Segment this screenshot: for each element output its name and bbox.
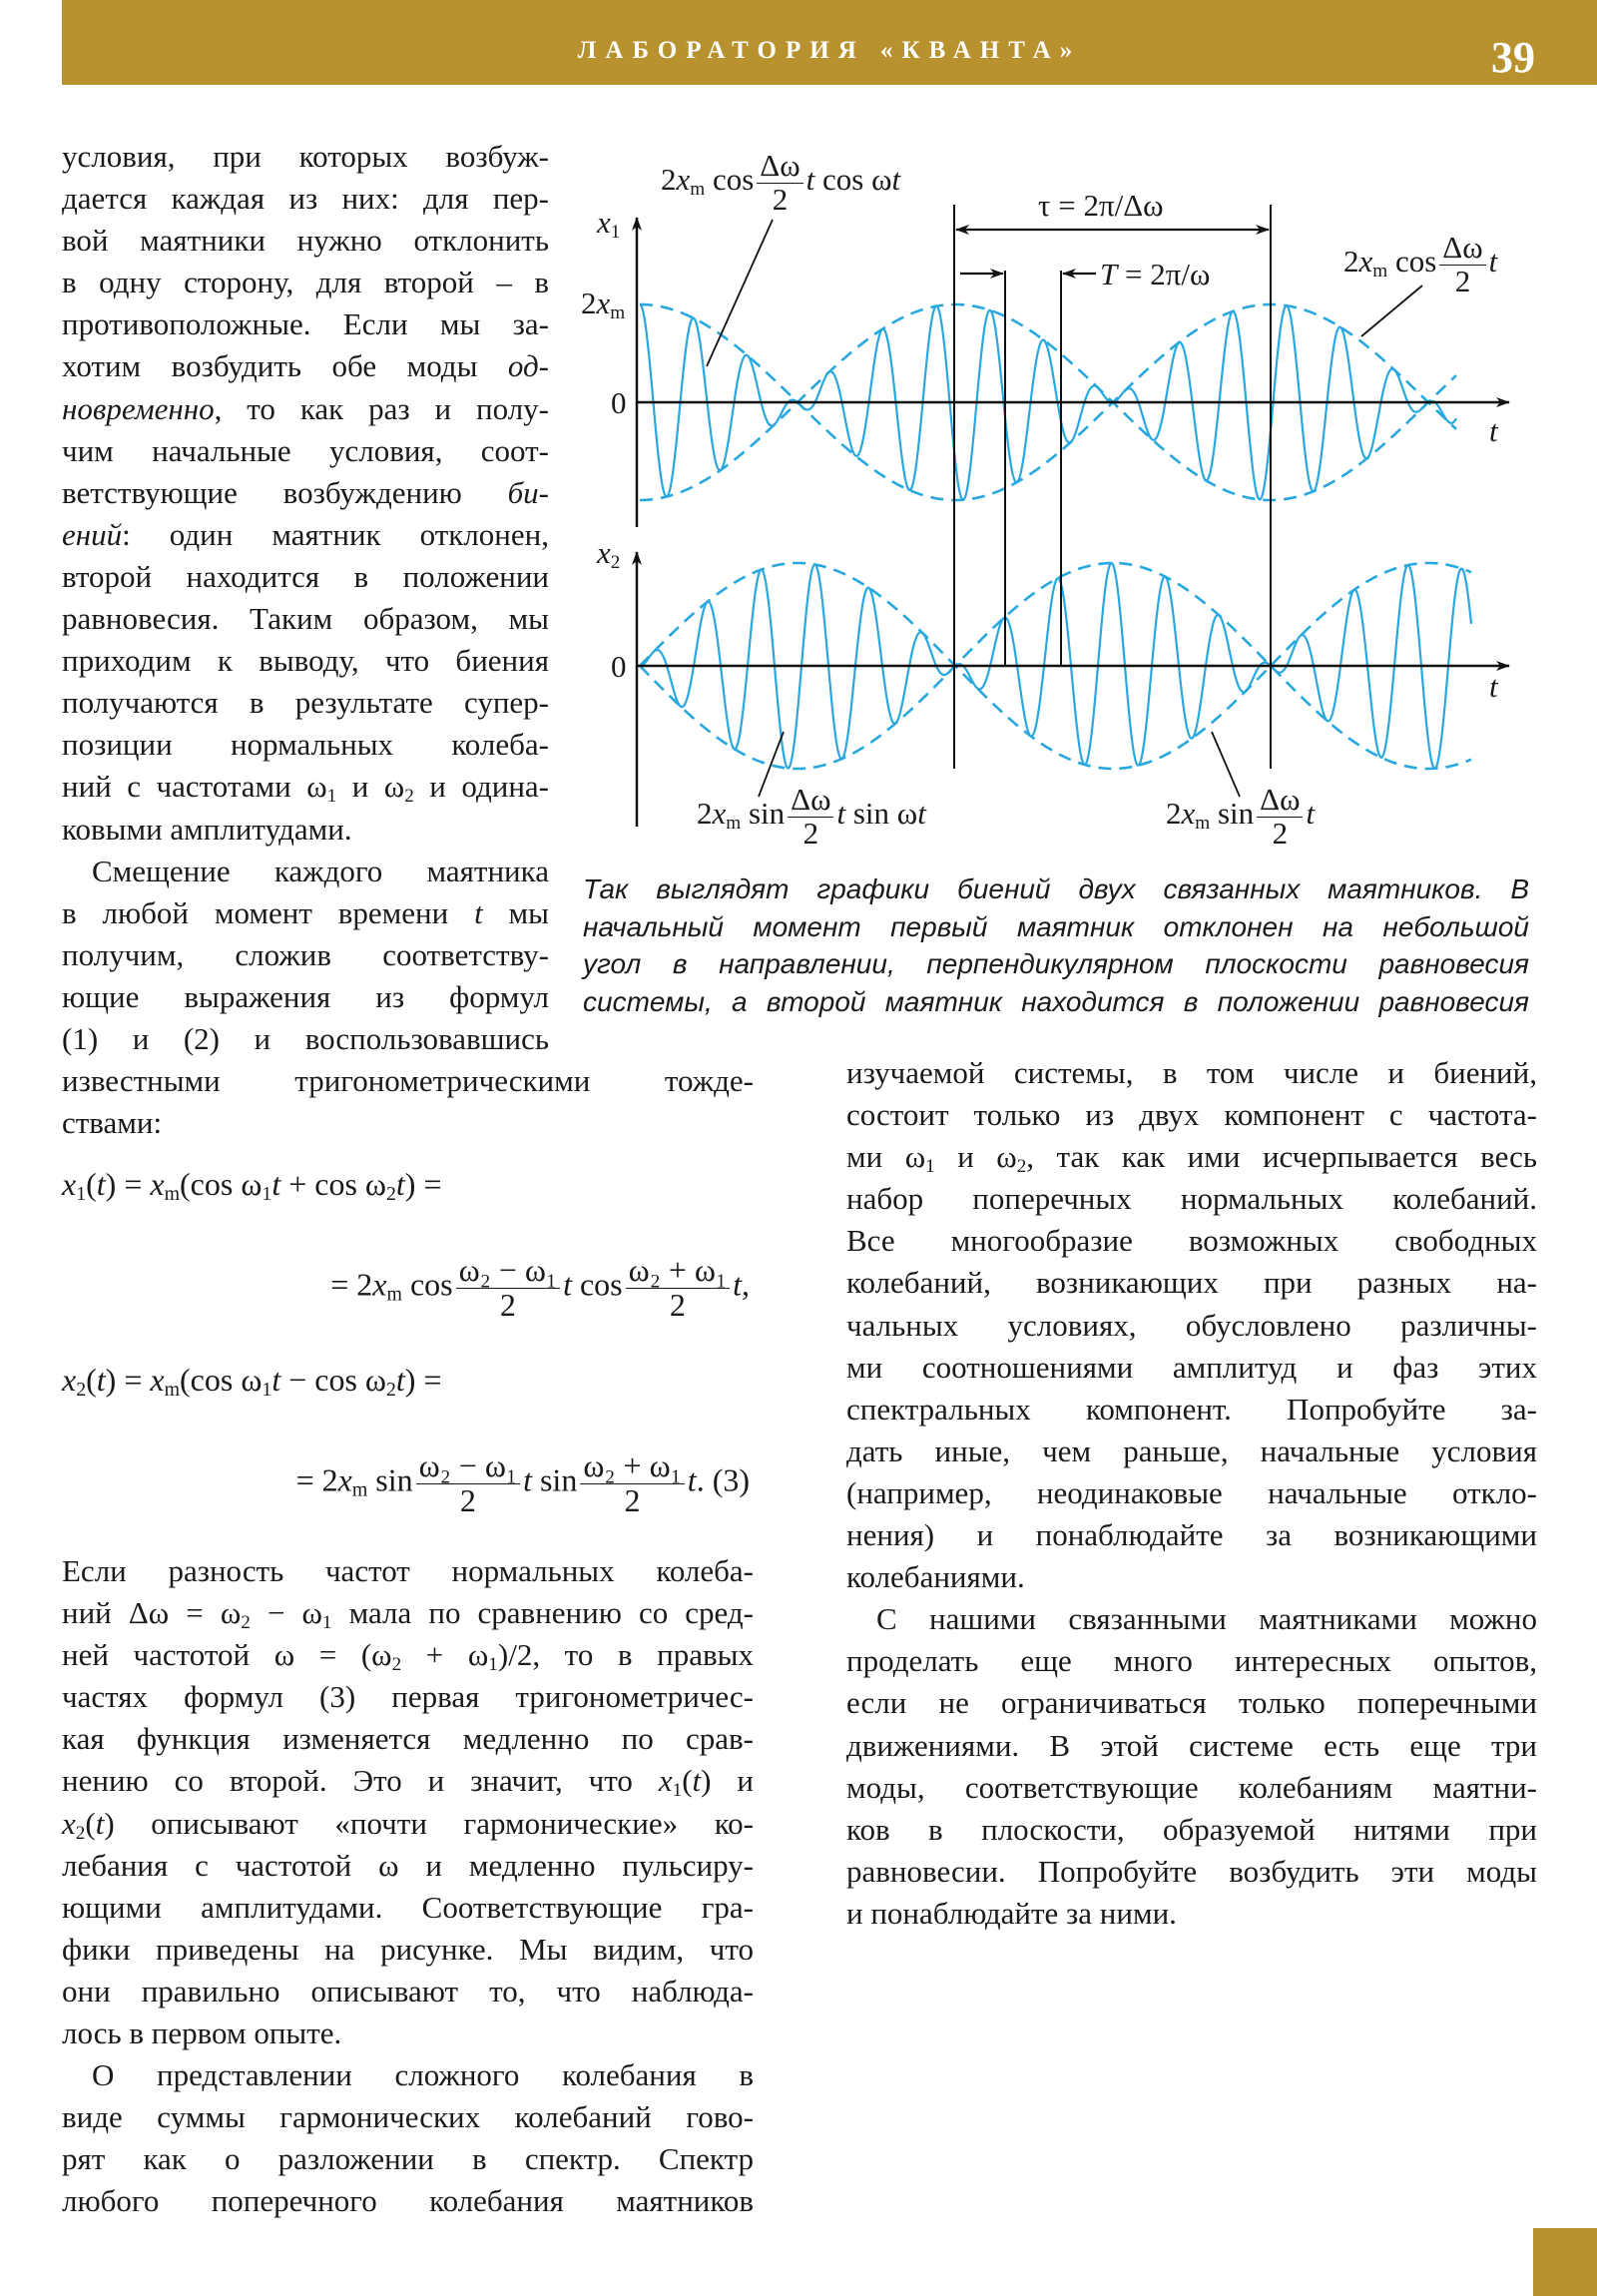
right-column [846, 1052, 1537, 1935]
numerator: ω₂ + ω₁ [626, 1254, 730, 1289]
italic-run: t [836, 796, 846, 832]
leader-line [707, 220, 773, 366]
subscript: 2 [1016, 1155, 1027, 1177]
text-run: ) = [105, 1166, 151, 1202]
numerator: Δω [1257, 784, 1303, 818]
text-run: , [742, 1266, 750, 1303]
text-run: − ω [250, 1595, 322, 1631]
italic-run: x [337, 1461, 352, 1498]
text-run: 2 [661, 162, 677, 198]
italic-run: x [62, 1362, 77, 1398]
text-line [846, 1389, 1537, 1431]
italic-run: t [95, 1805, 105, 1841]
italic-run: t [891, 162, 901, 198]
text-line [62, 1634, 754, 1676]
italic-run: би- [507, 474, 549, 510]
italic-run: t [733, 1266, 742, 1303]
subscript: m [1195, 812, 1211, 834]
text-run: в любой момент времени [62, 894, 475, 930]
text-run: колебаниями. [846, 1559, 1025, 1595]
text-run: + ω [401, 1637, 489, 1673]
text-run: (например, неодинаковые начальные откло- [846, 1474, 1537, 1510]
subscript: 2 [76, 1378, 87, 1401]
caption-line: Так выглядят графики биений двух связанных маятников. В [583, 873, 1529, 904]
text-run: ющие выражения из формул [62, 978, 549, 1014]
text-run: движениями. В этой системе есть еще три [846, 1727, 1537, 1763]
text-run: ) и [701, 1763, 754, 1799]
denominator: 2 [459, 1481, 476, 1518]
italic-run: t [96, 1362, 106, 1398]
fraction [456, 1254, 560, 1322]
figure-caption [583, 870, 1529, 1020]
text-run: чим начальные условия, соот- [62, 432, 549, 468]
text-line [846, 1347, 1537, 1389]
section-title: ЛАБОРАТОРИЯ «КВАНТА» [577, 37, 1082, 64]
text-line [62, 2012, 754, 2054]
italic-run: T [1100, 257, 1118, 291]
text-run: в одну сторону, для второй – в [62, 265, 549, 300]
italic-run: x [62, 1805, 76, 1841]
italic-run: x [712, 796, 727, 832]
text-line [846, 1640, 1537, 1682]
text-line [846, 1431, 1537, 1472]
text-line [62, 1845, 754, 1887]
text-line [62, 1760, 754, 1802]
italic-run: x [372, 1266, 387, 1303]
label-x2-signal [697, 784, 926, 850]
label-zero-bottom [611, 651, 627, 682]
text-run: cos [571, 1266, 623, 1303]
label-x1-envelope [1343, 232, 1497, 297]
text-run: С нашими связанными маятниками можно [876, 1601, 1537, 1637]
label-x1-axis [597, 205, 621, 243]
italic-run: x [62, 1166, 77, 1202]
text-run: ней частотой ω = (ω [62, 1637, 392, 1673]
text-run: хотим возбудить обе моды [62, 348, 508, 384]
beats-figure [0, 0, 1597, 898]
label-x2-axis [597, 535, 621, 573]
italic-run: t [474, 894, 483, 930]
text-run: + cos ω [280, 1166, 386, 1202]
subscript: 1 [672, 1780, 683, 1802]
fraction [416, 1449, 520, 1517]
italic-run: t [563, 1266, 572, 1303]
text-line [62, 1676, 754, 1718]
text-line [62, 1060, 754, 1102]
text-run: состоит только из двух компонент с частота- [846, 1097, 1537, 1133]
text-run: ( [85, 1805, 96, 1841]
italic-run: t [1488, 244, 1498, 280]
text-run: изучаемой системы, в том числе и биений, [846, 1055, 1537, 1090]
text-run: 0 [611, 385, 627, 420]
text-run: лебания с частотой ω и медленно пульсиру- [62, 1847, 754, 1883]
text-run: 2 [697, 796, 713, 832]
text-run: равновесия. Таким образом, мы [62, 601, 549, 637]
text-run: ствами: [62, 1105, 163, 1141]
text-run: мы [482, 894, 549, 930]
subscript: m [351, 1478, 368, 1501]
text-run: приходим к выводу, что биения [62, 643, 549, 679]
subscript: 1 [262, 1182, 272, 1205]
text-run: (cos ω [180, 1166, 263, 1202]
italic-run: ений [62, 516, 123, 552]
text-run: ний Δω = ω [62, 1595, 242, 1631]
text-run: колебаний, возникающих при разных на- [846, 1265, 1537, 1301]
text-run: τ = 2π/Δω [1038, 188, 1164, 223]
fraction [757, 150, 802, 216]
italic-run: t [692, 1763, 702, 1799]
fraction [1439, 232, 1485, 297]
text-run: sin [367, 1461, 413, 1498]
text-run: ветствующие возбуждению [62, 474, 508, 510]
subscript: 1 [76, 1182, 87, 1205]
text-run: второй находится в положении [62, 558, 549, 594]
text-line [846, 1094, 1537, 1136]
italic-run: x [596, 286, 611, 320]
text-run: получим, сложив соответству- [62, 936, 549, 972]
subscript: 2 [241, 1611, 251, 1633]
text-line [846, 1556, 1537, 1598]
text-run: ) = [404, 1362, 442, 1398]
italic-run: t [271, 1362, 281, 1398]
text-run: виде суммы гармонических колебаний гово- [62, 2099, 754, 2135]
text-run: cos [705, 162, 755, 198]
text-run: ) = [404, 1166, 442, 1202]
fraction [788, 784, 833, 850]
denominator: 2 [499, 1286, 516, 1323]
text-line [62, 1018, 549, 1060]
text-line [62, 2054, 754, 2096]
text-run: моды, соответствующие колебаниям маятни- [846, 1769, 1537, 1805]
italic-run: x [150, 1362, 165, 1398]
text-line [62, 1592, 754, 1634]
text-run: если не ограничиваться только поперечными [846, 1685, 1537, 1721]
label-x1-signal [661, 150, 900, 216]
text-line [846, 1682, 1537, 1724]
numerator: ω₂ − ω₁ [456, 1254, 560, 1289]
text-run: (cos ω [180, 1362, 263, 1398]
italic-run: t [805, 162, 815, 198]
caption-line: угол в направлении, перпендикулярном плоскости равновесия [583, 948, 1529, 979]
subscript: 2 [75, 1822, 86, 1844]
text-run: рят как о разложении в спектр. Спектр [62, 2141, 754, 2177]
italic-run: x [1358, 244, 1373, 280]
subscript: m [164, 1182, 181, 1205]
text-line [846, 1767, 1537, 1809]
text-run: любого поперечного колебания маятников [62, 2183, 754, 2219]
text-run: ( [682, 1763, 693, 1799]
denominator: 2 [1272, 815, 1289, 851]
text-run: условия, при которых возбуж- [62, 139, 549, 174]
subscript: 1 [262, 1378, 272, 1401]
text-run: sin ω [845, 796, 918, 832]
denominator: 2 [624, 1481, 641, 1518]
text-line [62, 892, 549, 934]
denominator: 2 [1454, 263, 1471, 298]
numerator: Δω [757, 150, 802, 184]
italic-run: t [1489, 669, 1498, 704]
label-x2-envelope [1166, 784, 1315, 850]
subscript: 2 [385, 1182, 396, 1205]
text-run: равновесии. Попробуйте возбудить эти моды [846, 1853, 1537, 1889]
text-run: набор поперечных нормальных колебаний. [846, 1181, 1537, 1217]
text-run: cos ω [814, 162, 892, 198]
text-run: : один маятник отклонен, [122, 516, 549, 552]
text-run: получаются в результате супер- [62, 685, 549, 721]
text-run: частях формул (3) первая тригонометричес- [62, 1679, 754, 1715]
text-run: и ω [934, 1139, 1017, 1175]
text-run: Если разность частот нормальных колеба- [62, 1553, 754, 1588]
text-run: позиции нормальных колеба- [62, 727, 549, 763]
text-run: ( [86, 1362, 97, 1398]
subscript: m [164, 1378, 181, 1401]
text-run: проделать еще много интересных опытов, [846, 1643, 1537, 1679]
corner-tab [1533, 2228, 1597, 2296]
italic-run: t [96, 1166, 106, 1202]
text-run: sin [1210, 796, 1255, 832]
text-line [62, 2180, 754, 2222]
left-column-bottom [62, 1550, 754, 2223]
text-run: 2 [1343, 244, 1359, 280]
italic-run: t [1489, 413, 1498, 448]
label-amplitude [581, 286, 626, 323]
page-number: 39 [1491, 33, 1535, 82]
text-run: ми ω [846, 1139, 926, 1175]
text-line [62, 1718, 754, 1760]
numerator: Δω [1439, 232, 1485, 266]
text-run: ми соотношениями амплитуд и фаз этих [846, 1349, 1537, 1385]
text-run: кая функция изменяется медленно по срав- [62, 1721, 754, 1757]
text-run: sin [741, 796, 786, 832]
italic-run: x [597, 205, 611, 240]
text-run: чальных условиях, обусловлено различны- [846, 1307, 1537, 1343]
text-line [846, 1851, 1537, 1893]
text-run: О представлении сложного колебания в [92, 2057, 754, 2093]
text-run: лось в первом опыте. [62, 2015, 342, 2051]
text-run: и понаблюдайте за ними. [846, 1895, 1177, 1931]
subscript: m [386, 1283, 402, 1306]
subscript: m [1372, 260, 1388, 282]
italic-run: од- [507, 348, 549, 384]
text-line [846, 1514, 1537, 1556]
subscript: 2 [404, 786, 414, 808]
italic-run: t [271, 1166, 281, 1202]
text-line [846, 1893, 1537, 1935]
text-run: мала по сравнению со сред- [331, 1595, 755, 1631]
text-run: 2 [581, 286, 597, 320]
text-run: − cos ω [280, 1362, 386, 1398]
subscript: 1 [610, 221, 621, 243]
subscript: 1 [321, 1611, 332, 1633]
text-run: = 2 [295, 1461, 338, 1498]
italic-run: x [676, 162, 691, 198]
subscript: 2 [385, 1378, 396, 1401]
text-run: , то как раз и полу- [214, 390, 549, 426]
italic-run: новременно [62, 390, 215, 426]
text-line [846, 1136, 1537, 1178]
text-run: Смещение каждого маятника [92, 853, 549, 888]
text-run: 2 [1166, 796, 1182, 832]
subscript: 1 [925, 1155, 935, 1177]
numerator: Δω [788, 784, 833, 818]
equation-x2-product [296, 1449, 750, 1517]
text-run: = 2 [330, 1266, 373, 1303]
subscript: m [610, 301, 626, 323]
numerator: ω₂ − ω₁ [416, 1449, 520, 1484]
italic-run: x [597, 535, 611, 570]
text-run: и одина- [413, 769, 550, 805]
text-line [846, 1809, 1537, 1851]
subscript: m [690, 178, 706, 200]
numerator: ω₂ + ω₁ [580, 1449, 684, 1484]
text-run: . (3) [696, 1461, 750, 1498]
text-run: ковыми амплитудами. [62, 811, 352, 847]
text-run: 0 [611, 649, 627, 684]
text-line [62, 976, 549, 1018]
italic-run: t [917, 796, 926, 832]
italic-run: x [150, 1166, 165, 1202]
text-line [62, 934, 549, 976]
caption-line: системы, а второй маятник находится в положении равновесия [583, 985, 1529, 1017]
text-run: спектральных компонент. Попробуйте за- [846, 1391, 1537, 1427]
text-run: противоположные. Если мы за- [62, 306, 549, 342]
italic-run: x [658, 1763, 673, 1799]
text-line [62, 1929, 754, 1971]
italic-run: t [523, 1461, 532, 1498]
text-run: фики приведены на рисунке. Мы видим, что [62, 1931, 754, 1967]
text-line [846, 1052, 1537, 1094]
text-line [846, 1472, 1537, 1514]
italic-run: t [395, 1362, 405, 1398]
text-run: ков в плоскости, образуемой нитями при [846, 1811, 1537, 1847]
text-run: вой маятники нужно отклонить [62, 223, 549, 259]
label-t-top [1489, 415, 1498, 446]
label-t-bottom [1489, 671, 1498, 702]
subscript: 2 [391, 1653, 402, 1675]
text-run: )/2, то в правых [497, 1637, 754, 1673]
text-run: известными тригонометрическими тожде- [62, 1063, 754, 1098]
text-run: Все многообразие возможных свободных [846, 1223, 1537, 1259]
text-line [62, 2138, 754, 2180]
text-run: и ω [336, 769, 405, 805]
fraction [580, 1449, 684, 1517]
text-run: ющими амплитудами. Соответствующие гра- [62, 1889, 754, 1925]
text-line [846, 1598, 1537, 1640]
text-run: sin [531, 1461, 578, 1498]
text-line [62, 1550, 754, 1592]
text-line [846, 1178, 1537, 1220]
text-run: нения) и понаблюдайте за возникающими [846, 1517, 1537, 1553]
fraction [626, 1254, 730, 1322]
text-run: они правильно описывают то, что наблюда- [62, 1973, 754, 2009]
denominator: 2 [802, 815, 819, 851]
text-run: дается каждая из них: для пер- [62, 181, 549, 217]
fraction [1257, 784, 1303, 850]
left-column-wide [62, 1060, 754, 1144]
text-run: cos [1387, 244, 1437, 280]
label-tau [1038, 190, 1164, 221]
text-line [62, 1803, 754, 1845]
equation-x1-product [330, 1254, 750, 1322]
text-run: cos [401, 1266, 453, 1303]
caption-line: начальный момент первый маятник отклонен на небольшой [583, 910, 1529, 942]
text-line [62, 2096, 754, 2138]
subscript: 1 [488, 1653, 498, 1675]
text-run: нению со второй. Это и значит, что [62, 1763, 659, 1799]
text-run: дать иные, чем раньше, начальные условия [846, 1433, 1537, 1468]
subscript: 1 [326, 786, 337, 808]
denominator: 2 [669, 1286, 686, 1323]
text-run: = 2π/ω [1117, 257, 1211, 291]
label-zero-top [611, 387, 627, 418]
text-line [846, 1725, 1537, 1767]
text-line [846, 1305, 1537, 1347]
equation-x1 [62, 1166, 441, 1203]
text-line [846, 1220, 1537, 1262]
text-run: , так как ими исчерпывается весь [1026, 1139, 1537, 1175]
subscript: m [726, 812, 742, 834]
text-line [62, 1887, 754, 1929]
text-line [62, 1971, 754, 2012]
text-run: ) = [105, 1362, 151, 1398]
text-run: ( [86, 1166, 97, 1202]
text-run: (1) и (2) и воспользовавшись [62, 1020, 549, 1056]
text-run: ) описывают «почти гармонические» ко- [104, 1805, 754, 1841]
text-line [62, 1102, 754, 1144]
text-run: ний с частотами ω [62, 769, 327, 805]
text-line [846, 1262, 1537, 1304]
subscript: 2 [610, 551, 621, 573]
equation-x2 [62, 1362, 441, 1399]
italic-run: t [395, 1166, 405, 1202]
label-period [1100, 259, 1210, 289]
italic-run: t [687, 1461, 697, 1498]
denominator: 2 [772, 181, 789, 217]
italic-run: x [1181, 796, 1196, 832]
italic-run: t [1306, 796, 1316, 832]
